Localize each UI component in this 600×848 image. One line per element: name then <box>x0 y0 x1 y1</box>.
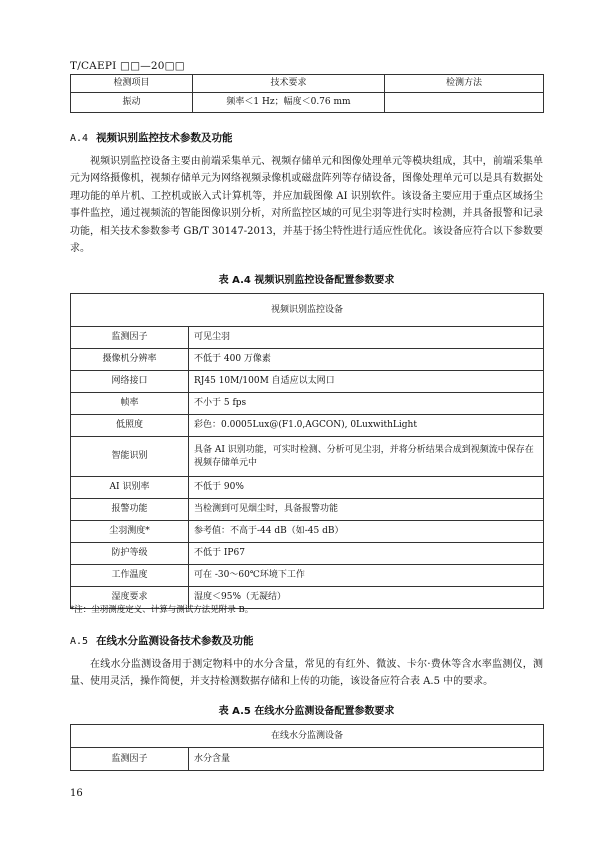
page-number: 16 <box>70 788 83 799</box>
table-row <box>71 349 544 371</box>
param-value: 具备 AI 识别功能，可实时检测、分析可见尘羽，并将分析结果合成到视频流中保存在视频存储单元中 <box>189 437 544 477</box>
section-title-text: 在线水分监测设备技术参数及功能 <box>96 635 254 647</box>
table-header-cell: 在线水分监测设备 <box>71 725 544 748</box>
param-value: 参考值：不高于-44 dB（如-45 dB） <box>189 521 544 543</box>
table-a4-note: *注：尘羽测度定义、计算与测试方法见附录 B。 <box>70 605 254 615</box>
param-label: 监测因子 <box>71 748 189 771</box>
param-value: 不低于 400 万像素 <box>189 349 544 371</box>
section-number: A.4 <box>70 133 89 144</box>
table-row <box>71 415 544 437</box>
table-row <box>71 393 544 415</box>
table-row <box>71 371 544 393</box>
param-value: 不小于 5 fps <box>189 393 544 415</box>
document-code: T/CAEPI □□—20□□ <box>70 60 185 72</box>
table-row <box>71 565 544 587</box>
table-cell: 频率＜1 Hz；幅度＜0.76 mm <box>193 93 385 113</box>
table-a4 <box>70 293 544 609</box>
param-value: 水分含量 <box>189 748 544 771</box>
param-label: 帧率 <box>71 393 189 415</box>
param-label: 智能识别 <box>71 437 189 477</box>
table-row <box>71 477 544 499</box>
table-cell <box>385 93 544 113</box>
top-table-header-cell: 技术要求 <box>193 75 385 93</box>
table-header-row <box>71 725 544 748</box>
table-row <box>71 521 544 543</box>
param-value: 当检测到可见烟尘时，具备报警功能 <box>189 499 544 521</box>
param-value: 彩色：0.0005Lux@(F1.0,AGCON), 0LuxwithLight <box>189 415 544 437</box>
table-row <box>71 437 544 477</box>
table-a5-caption: 表 A.5 在线水分监测设备配置参数要求 <box>218 706 395 717</box>
param-label: 湿度要求 <box>71 587 189 609</box>
section-a5-paragraph: 在线水分监测设备用于测定物料中的水分含量，常见的有红外、微波、卡尔·费休等含水率监测仪，测量、使用灵活，操作简便，并支持检测数据存储和上传的功能，该设备应符合表 A.5 中的要求。 <box>70 659 543 688</box>
top-table-header-row <box>71 75 544 93</box>
param-label: 报警功能 <box>71 499 189 521</box>
param-label: 监测因子 <box>71 327 189 349</box>
table-a5 <box>70 724 544 771</box>
param-label: 防护等级 <box>71 543 189 565</box>
section-number: A.5 <box>70 636 89 647</box>
param-value: 可在 -30～60℃环境下工作 <box>189 565 544 587</box>
param-value: 湿度＜95%（无凝结） <box>189 587 544 609</box>
param-label: AI 识别率 <box>71 477 189 499</box>
table-header-row <box>71 294 544 327</box>
section-a4-paragraph: 视频识别监控设备主要由前端采集单元、视频存储单元和图像处理单元等模块组成，其中，前端采集单元为网络摄像机，视频存储单元为网络视频录像机或磁盘阵列等存储设备，图像处理单元可以是具有数据处理功能的单片机、工控机或嵌入式计算机等，并应加载图像 AI 识别软件。该设备主要应用于重点区域扬尘事件监控，通过视频流的智能图像识别分析，对所监控区域的可见尘羽等进行实时检测，并具备报警和记录功能，相关技术参数参考 GB/T 30147-2013，并基于扬尘特性进行适应性优化。该设备应符合以下参数要求。 <box>70 156 543 255</box>
table-a4-caption: 表 A.4 视频识别监控设备配置参数要求 <box>218 275 395 286</box>
param-label: 工作温度 <box>71 565 189 587</box>
section-a4-title <box>70 130 233 145</box>
param-value: RJ45 10M/100M 自适应以太网口 <box>189 371 544 393</box>
param-value: 不低于 90% <box>189 477 544 499</box>
table-row <box>71 327 544 349</box>
section-title-text: 视频识别监控技术参数及功能 <box>96 132 233 144</box>
table-row <box>71 499 544 521</box>
section-a5-title <box>70 633 254 648</box>
param-label: 尘羽测度* <box>71 521 189 543</box>
param-label: 低照度 <box>71 415 189 437</box>
param-label: 摄像机分辨率 <box>71 349 189 371</box>
table-row <box>71 748 544 771</box>
top-table-header-cell: 检测方法 <box>385 75 544 93</box>
table-row <box>71 93 544 113</box>
table-header-cell: 视频识别监控设备 <box>71 294 544 327</box>
top-table-header-cell: 检测项目 <box>71 75 193 93</box>
param-value: 不低于 IP67 <box>189 543 544 565</box>
table-row <box>71 543 544 565</box>
table-cell: 振动 <box>71 93 193 113</box>
top-table <box>70 74 544 113</box>
param-label: 网络接口 <box>71 371 189 393</box>
param-value: 可见尘羽 <box>189 327 544 349</box>
